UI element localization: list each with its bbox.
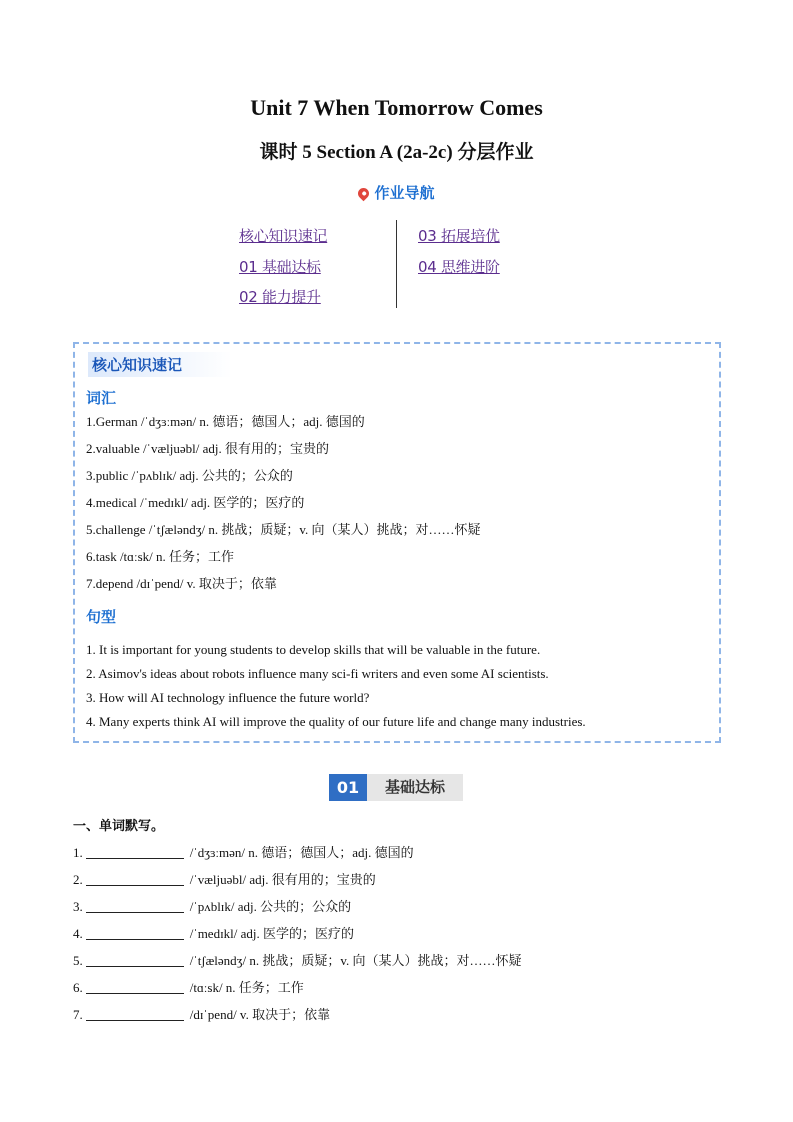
answer-blank[interactable]	[86, 900, 184, 913]
page-title: Unit 7 When Tomorrow Comes	[250, 95, 543, 120]
answer-blank[interactable]	[86, 873, 184, 886]
section-label: 基础达标	[367, 774, 463, 801]
page-subtitle: 课时 5 Section A (2a-2c) 分层作业	[259, 142, 534, 163]
sentence-item: 1. It is important for young students to develop skills that will be valuable in the future.	[86, 642, 541, 657]
question-heading: 一、单词默写。	[73, 819, 165, 834]
answer-blank[interactable]	[86, 981, 184, 994]
sentence-item: 2. Asimov's ideas about robots influence many sci-fi writers and even some AI scientists.	[86, 666, 549, 681]
sentence-item: 4. Many experts think AI will improve the quality of our future life and change many industries.	[86, 714, 586, 729]
vocab-item: 2.valuable /ˈvæljuəbl/ adj. 很有用的；宝贵的	[86, 441, 329, 456]
nav-link-ability[interactable]: 02 能力提升	[239, 288, 321, 306]
answer-blank[interactable]	[86, 927, 184, 940]
vocab-item: 7.depend /dɪˈpend/ v. 取决于；依靠	[86, 576, 277, 591]
question-item: 6. /tɑːsk/ n. 任务；工作	[73, 980, 304, 995]
question-item: 3. /ˈpʌblɪk/ adj. 公共的；公众的	[73, 899, 352, 914]
sentence-heading: 句型	[86, 608, 117, 626]
answer-blank[interactable]	[86, 954, 184, 967]
vocab-item: 1.German /ˈdʒɜːmən/ n. 德语；德国人；adj. 德国的	[86, 414, 365, 429]
answer-blank[interactable]	[86, 1008, 184, 1021]
nav-link-core-knowledge[interactable]: 核心知识速记	[239, 227, 328, 245]
question-item: 2. /ˈvæljuəbl/ adj. 很有用的；宝贵的	[73, 872, 376, 887]
nav-link-thinking[interactable]: 04 思维进阶	[418, 258, 500, 276]
location-pin-icon	[356, 186, 372, 202]
vocab-item: 3.public /ˈpʌblɪk/ adj. 公共的；公众的	[86, 468, 293, 483]
sentence-item: 3. How will AI technology influence the future world?	[86, 690, 370, 705]
answer-blank[interactable]	[86, 846, 184, 859]
nav-link-basic[interactable]: 01 基础达标	[239, 258, 321, 276]
question-item: 7. /dɪˈpend/ v. 取决于；依靠	[73, 1007, 331, 1022]
nav-heading: 作业导航	[0, 182, 793, 203]
question-item: 5. /ˈtʃæləndʒ/ n. 挑战；质疑；v. 向（某人）挑战；对……怀疑	[73, 953, 522, 968]
knowledge-box	[73, 342, 721, 743]
question-item: 4. /ˈmedɪkl/ adj. 医学的；医疗的	[73, 926, 355, 941]
vocab-item: 6.task /tɑːsk/ n. 任务；工作	[86, 549, 234, 564]
section-number: 01	[329, 774, 367, 801]
knowledge-heading: 核心知识速记	[88, 352, 232, 377]
nav-link-extend[interactable]: 03 拓展培优	[418, 227, 500, 245]
vocab-item: 5.challenge /ˈtʃæləndʒ/ n. 挑战；质疑；v. 向（某人）挑战；对……怀疑	[86, 522, 481, 537]
question-item: 1. /ˈdʒɜːmən/ n. 德语；德国人；adj. 德国的	[73, 845, 414, 860]
vocab-heading: 词汇	[86, 389, 117, 407]
nav-divider	[396, 220, 397, 308]
vocab-item: 4.medical /ˈmedɪkl/ adj. 医学的；医疗的	[86, 495, 305, 510]
